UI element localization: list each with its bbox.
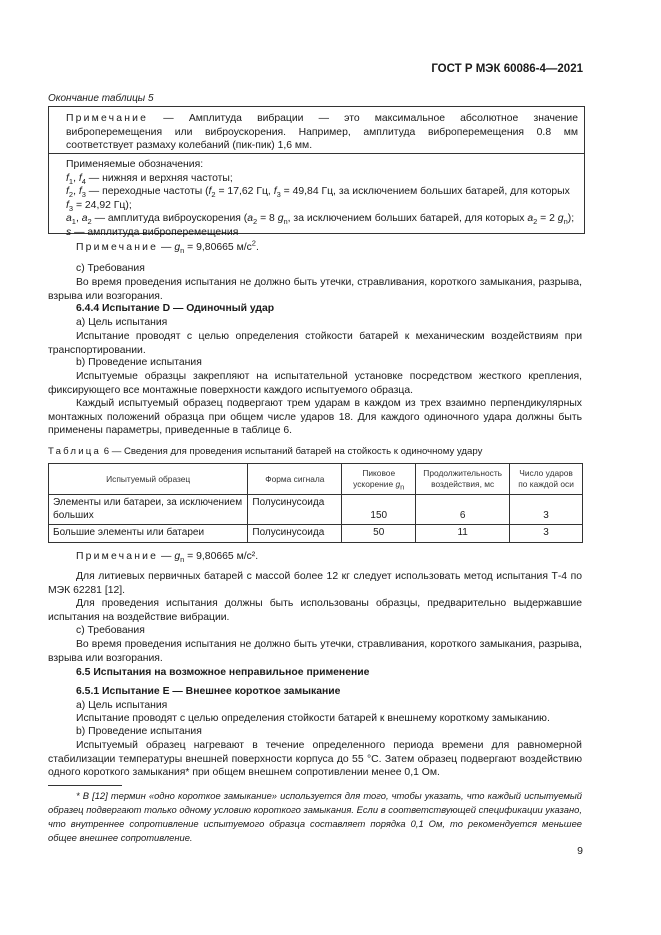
procedure-paragraph-1: Испытуемые образцы закрепляют на испытательной установке посредством жесткого крепления, фиксирующего все монтажные поверхности каждого испытуемого образца. [48, 371, 582, 396]
table6 [48, 463, 583, 543]
header-signal: Форма сигнала [248, 464, 342, 495]
document-code-header: ГОСТ Р МЭК 60086-4—2021 [431, 63, 583, 75]
requirements-text: Во время проведения испытания не должно быть утечки, стравливания, короткого замыкания, разрыва, взрыва или возгорания. [48, 277, 582, 302]
note-gn-2: Примечание — $g_n = 9,80665$ м/с². [76, 551, 259, 565]
table5-note-cell [48, 106, 585, 154]
table-row: Элементы или батареи, за исключением больших Полусинусоида 150 6 3 [49, 495, 583, 525]
header-duration: Продолжительность воздействия, мс [416, 464, 510, 495]
purpose-heading-2: a) Цель испытания [76, 700, 168, 711]
page-number: 9 [577, 845, 583, 857]
section-6-5-1-title: 6.5.1 Испытание Е — Внешнее короткое замыкание [76, 686, 341, 697]
symbol-f-low-high: $f_1$, $f_4$ — нижняя и верхняя частоты; [66, 172, 233, 186]
purpose-heading: a) Цель испытания [76, 317, 168, 328]
procedure-heading: b) Проведение испытания [76, 357, 202, 368]
note-text: — Амплитуда вибрации — это максимальное абсолютное значение виброперемещения или виброускорения. Например, амплитуда виброперемещения 0.8 мм соответствует размаху колебаний (пик-пик) 1,6 мм. [66, 113, 579, 152]
note-gn: Примечание — $g_n = 9,80665$ $м/с^2$. [76, 238, 259, 256]
table5-symbols-cell [48, 153, 585, 238]
note-label: Примечание [66, 113, 149, 124]
symbols-intro: Применяемые обозначения: [66, 159, 204, 170]
header-count: Число ударов по каждой оси [510, 464, 583, 495]
procedure-heading-2: b) Проведение испытания [76, 726, 202, 737]
table-continuation-label: Окончание таблицы 5 [48, 93, 154, 104]
table6-caption: Таблица 6 — Сведения для проведения испытаний батарей на стойкость к одиночному удару [48, 446, 483, 457]
requirements-heading-2: c) Требования [76, 625, 145, 636]
table-row: Большие элементы или батареи Полусинусоида 50 11 3 [49, 525, 583, 543]
section-6-4-4-title: 6.4.4 Испытание D — Одиночный удар [76, 303, 275, 314]
vibration-paragraph: Для проведения испытания должны быть использованы образцы, предварительно выдержавшие испытания на воздействие вибрации. [48, 598, 582, 623]
table-header-row [49, 464, 583, 495]
header-sample: Испытуемый образец [49, 464, 248, 495]
lithium-paragraph: Для литиевых первичных батарей с массой более 12 кг следует использовать метод испытания Т-4 по МЭК 62281 [12]. [48, 571, 582, 596]
symbol-f-transition: $f_2$, $f_3$ — переходные частоты ($f_2 = 17,62$ Гц, $f_3 = 49,84$ Гц, за исключением больших батарей, для которых $f_3 = 24,92$ Гц); [66, 186, 570, 213]
footnote-separator [48, 785, 122, 786]
requirements-heading: c) Требования [76, 263, 145, 274]
symbol-s-displacement: s — амплитуда виброперемещения [66, 226, 239, 238]
procedure-text-2: Испытуемый образец нагревают в течение определенного периода времени для равномерной стабилизации температуры внешней поверхности корпуса до 55 °С. Затем образец подвергают воздействию одного короткого замыкания* при общем внешнем сопротивлении менее 0,1 Ом. [48, 740, 582, 779]
symbol-a-acceleration: $a_1$, $a_2$ — амплитуда виброускорения ($a_2 = 8$ $g_n$, за исключением больших батарей, для которых $a_2 = 2$ $g_n$); [66, 213, 575, 227]
purpose-text: Испытание проводят с целью определения стойкости батарей к механическим воздействиям при транспортировании. [48, 331, 582, 356]
purpose-text-2: Испытание проводят с целью определения стойкости батарей к внешнему короткому замыканию. [76, 713, 550, 724]
footnote: * В [12] термин «одно короткое замыкание» используется для того, чтобы указать, что каждый испытуемый образец подвергают только одному условию короткого замыкания. Если в соответствующей спецификации указано, что внутреннее сопротивление испытуемого образца составляет порядка 0,1 Ом, то рекомендуется меньшее общее внешнее сопротивление. [48, 790, 582, 843]
header-peak: Пиковое ускорение $g_n$ [342, 464, 416, 495]
section-6-5-title: 6.5 Испытания на возможное неправильное применение [76, 667, 370, 678]
procedure-paragraph-2: Каждый испытуемый образец подвергают трем ударам в каждом из трех взаимно перпендикулярных монтажных положений образца при общем числе ударов 18. Для каждого одиночного удара должны быть применены параметры, приведенные в таблице 6. [48, 398, 582, 437]
requirements-text-2: Во время проведения испытания не должно быть утечки, стравливания, короткого замыкания, разрыва, взрыва или возгорания. [48, 639, 582, 664]
